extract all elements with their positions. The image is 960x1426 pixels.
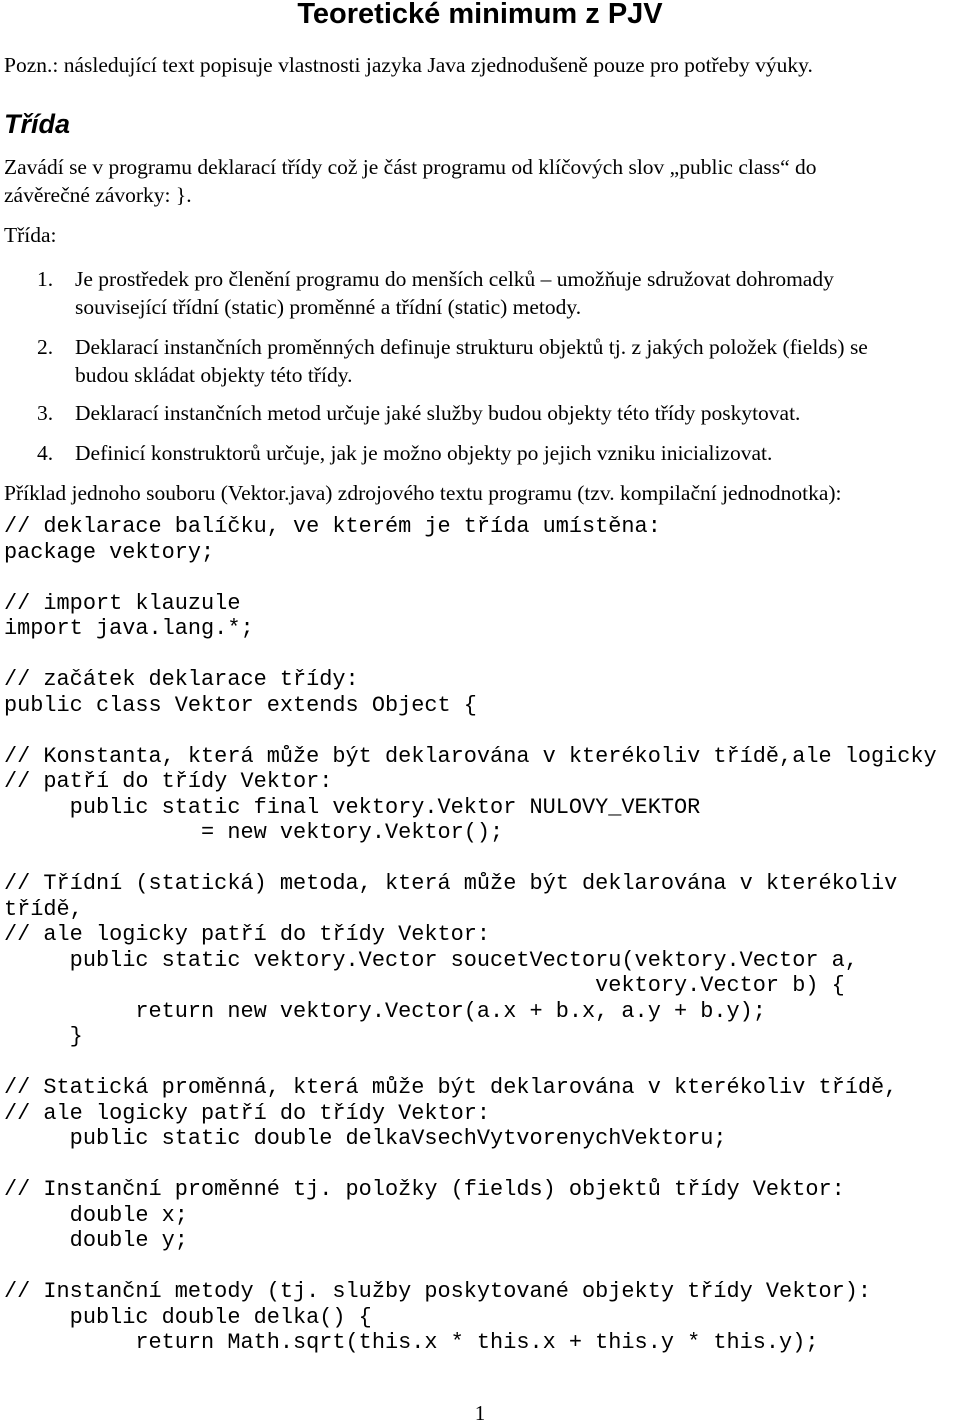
code-line: public static final vektory.Vektor NULOVY_VEKTOR (4, 794, 701, 820)
code-line: return Math.sqrt(this.x * this.x + this.y * this.y); (4, 1330, 819, 1355)
code-line (4, 642, 937, 668)
code-line: double y; (4, 1228, 188, 1253)
list-item-text: Definicí konstruktorů určuje, jak je možno objekty po jejich vzniku inicializovat. (75, 441, 773, 465)
code-line: // Třídní (statická) metoda, která může být deklarována v kterékoliv (4, 871, 898, 896)
code-line: public class Vektor extends Object { (4, 692, 477, 718)
code-line: = new vektory.Vektor(); (4, 820, 504, 845)
code-line (4, 1152, 937, 1178)
note-paragraph: Pozn.: následující text popisuje vlastnosti jazyka Java zjednodušeně pouze pro potřeby výuky. (4, 53, 813, 77)
list-item-text: související třídní (static) proměnné a třídní (static) metody. (75, 295, 582, 319)
list-item-number: 4. (37, 441, 54, 465)
intro-line-1: Zavádí se v programu deklarací třídy což je část programu od klíčových slov „public class“ do (4, 155, 817, 179)
code-line: public static vektory.Vector soucetVectoru(vektory.Vector a, (4, 947, 858, 973)
list-item-text: Je prostředek pro členění programu do menších celků – umožňuje sdružovat dohromady (75, 267, 834, 291)
code-listing (4, 514, 937, 1356)
list-item-number: 3. (37, 401, 54, 425)
example-intro: Příklad jednoho souboru (Vektor.java) zdrojového textu programu (tzv. kompilační jednodnotka): (4, 481, 842, 505)
code-line: // patří do třídy Vektor: (4, 769, 333, 794)
code-line: public double delka() { (4, 1304, 372, 1330)
code-line (4, 1254, 937, 1280)
code-line: return new vektory.Vector(a.x + b.x, a.y + b.y); (4, 998, 766, 1024)
code-line (4, 718, 937, 744)
code-line: // Statická proměnná, která může být deklarována v kterékoliv třídě, (4, 1075, 898, 1100)
list-item-text: budou skládat objekty této třídy. (75, 363, 353, 387)
intro-line-2: závěrečné závorky: }. (4, 183, 192, 207)
code-line: // Konstanta, která může být deklarována v kterékoliv třídě,ale logicky (4, 743, 937, 769)
list-item-text: Deklarací instančních metod určuje jaké služby budou objekty této třídy poskytovat. (75, 401, 801, 425)
code-line: // ale logicky patří do třídy Vektor: (4, 1100, 491, 1126)
page-title: Teoretické minimum z PJV (297, 0, 663, 30)
code-line: // Instanční proměnné tj. položky (fields) objektů třídy Vektor: (4, 1177, 845, 1202)
code-line: public static double delkaVsechVytvorenychVektoru; (4, 1126, 727, 1151)
code-line: třídě, (4, 896, 83, 922)
code-line: vektory.Vector b) { (4, 973, 845, 998)
section-heading: Třída (4, 109, 71, 139)
code-line: // deklarace balíčku, ve kterém je třída umístěna: (4, 514, 661, 539)
code-line: // Instanční metody (tj. služby poskytované objekty třídy Vektor): (4, 1279, 872, 1304)
list-item-text: Deklarací instančních proměnných definuje strukturu objektů tj. z jakých položek (fields) se (75, 335, 868, 359)
list-item-number: 2. (37, 335, 54, 359)
page-number: 1 (474, 1401, 486, 1425)
code-line: } (4, 1024, 83, 1049)
list-label: Třída: (4, 223, 57, 247)
code-line (4, 846, 937, 872)
code-line (4, 565, 937, 591)
code-line: double x; (4, 1202, 188, 1228)
code-line: // ale logicky patří do třídy Vektor: (4, 922, 491, 947)
code-line: // začátek deklarace třídy: (4, 667, 359, 692)
code-line: import java.lang.*; (4, 616, 254, 641)
code-line: package vektory; (4, 539, 215, 565)
list-item-number: 1. (37, 267, 54, 291)
code-line (4, 1050, 937, 1076)
code-line: // import klauzule (4, 590, 241, 616)
